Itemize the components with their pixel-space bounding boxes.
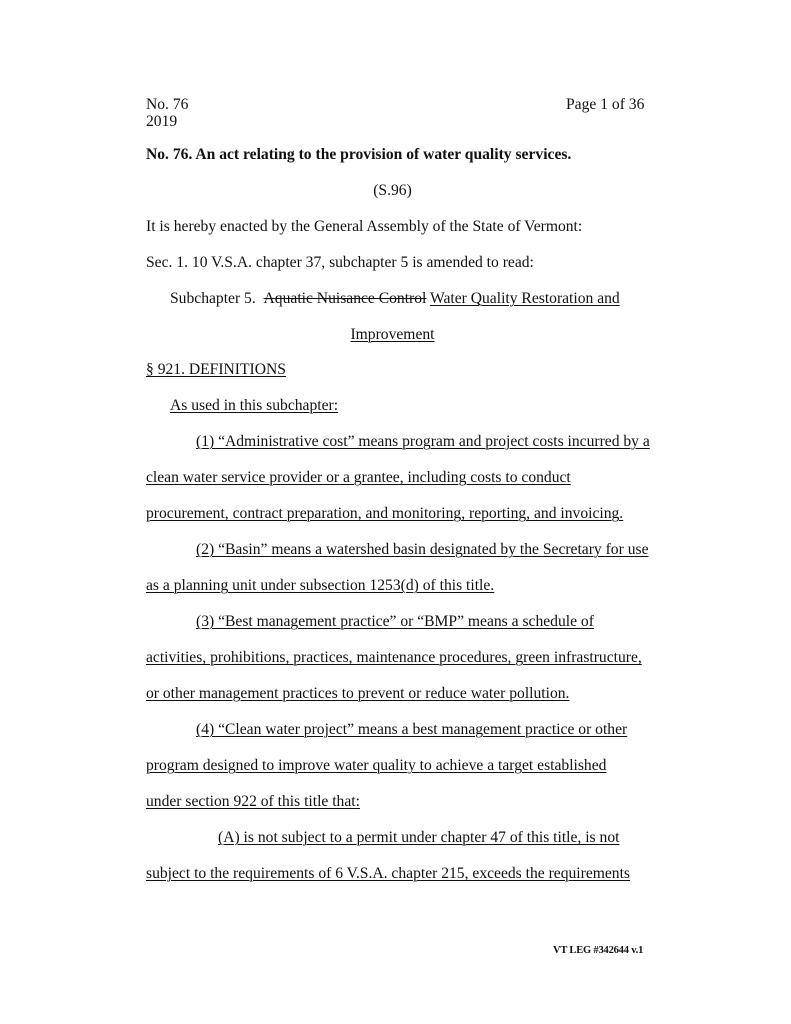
act-number: No. 76 xyxy=(146,96,189,113)
act-title: No. 76. An act relating to the provision of water quality services. xyxy=(146,146,572,163)
definition-line: (1) “Administrative cost” means program and project costs incurred by a xyxy=(196,433,650,450)
enacting-clause: It is hereby enacted by the General Assembly of the State of Vermont: xyxy=(146,218,583,235)
section-1-heading: Sec. 1. 10 V.S.A. chapter 37, subchapter 5 is amended to read: xyxy=(146,254,534,271)
struck-text: Aquatic Nuisance Control xyxy=(263,290,427,307)
definition-line: as a planning unit under subsection 1253(d) of this title. xyxy=(146,577,495,594)
definition-line: (4) “Clean water project” means a best management practice or other xyxy=(196,721,628,738)
inserted-text-cont: Improvement xyxy=(350,326,435,343)
definition-line: program designed to improve water quality to achieve a target established xyxy=(146,757,607,774)
definition-line: (3) “Best management practice” or “BMP” means a schedule of xyxy=(196,613,594,630)
inserted-text: Water Quality Restoration and xyxy=(430,290,620,307)
definitions-intro: As used in this subchapter: xyxy=(170,397,339,414)
act-year: 2019 xyxy=(146,113,178,130)
document-id: VT LEG #342644 v.1 xyxy=(553,945,644,956)
definition-line: clean water service provider or a grantee, including costs to conduct xyxy=(146,469,571,486)
definition-line: (A) is not subject to a permit under chapter 47 of this title, is not xyxy=(218,829,620,846)
definition-line: or other management practices to prevent or reduce water pollution. xyxy=(146,685,570,702)
section-921-heading: § 921. DEFINITIONS xyxy=(146,361,286,378)
definition-line: (2) “Basin” means a watershed basin designated by the Secretary for use xyxy=(196,541,649,558)
page-indicator: Page 1 of 36 xyxy=(566,96,645,113)
subchapter-heading xyxy=(170,290,620,308)
definition-line: subject to the requirements of 6 V.S.A. chapter 215, exceeds the requirements xyxy=(146,865,630,882)
subchapter-label: Subchapter 5. xyxy=(170,290,256,307)
definition-line: activities, prohibitions, practices, maintenance procedures, green infrastructure, xyxy=(146,649,642,666)
bill-number: (S.96) xyxy=(373,182,412,199)
definition-line: under section 922 of this title that: xyxy=(146,793,360,810)
definition-line: procurement, contract preparation, and monitoring, reporting, and invoicing. xyxy=(146,505,624,522)
subchapter-heading-cont xyxy=(0,326,788,344)
